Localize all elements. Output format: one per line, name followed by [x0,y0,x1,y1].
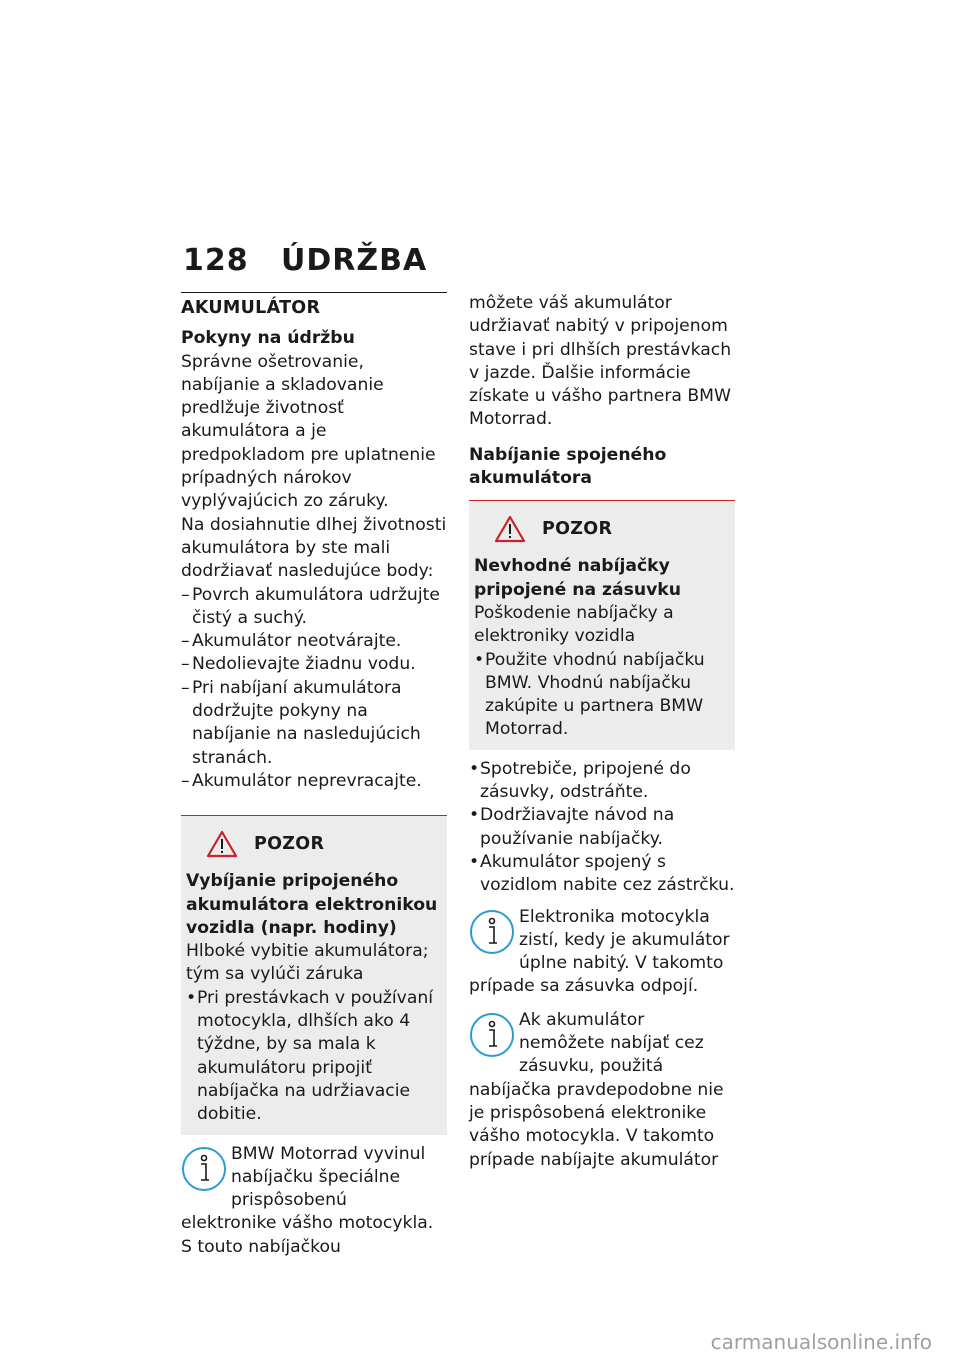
chapter-title: ÚDRŽBA [281,243,428,278]
warning-box [181,815,447,1134]
section-title: AKUMULÁTOR [181,298,321,318]
page-number: 128 [183,243,249,278]
continued-paragraph: môžete váš akumulátor udržiavať nabitý v pripojenom stave i pri dlhších prestávkach v jazde. Ďalšie informácie získate u vášho partnera BMW Motorrad. [469,293,732,430]
info-note [181,1143,447,1259]
watermark: carmanualsonline.info [710,1330,932,1354]
info-note [469,906,735,999]
subheading: Pokyny na údržbu [181,328,355,349]
bullet-item: • Dodržiavajte návod na používanie nabíjačky. [469,805,675,849]
dash-item: – Akumulátor neprevracajte. [181,770,422,791]
warning-icon [206,830,238,858]
left-column [181,292,447,1259]
warning-bullet: • Použite vhodnú nabíjačku BMW. Vhodnú nabíjačku zakúpite u partnera BMW Motorrad. [474,649,705,740]
warning-text: Hlboké vybitie akumulátora; tým sa vylúči záruka [186,941,429,985]
info-note [469,1009,735,1172]
warning-header [494,515,730,543]
info-text: Elektronika motocykla zistí, kedy je akumulátor úplne nabitý. V takomto prípade sa zásuvka odpojí. [469,906,730,997]
warning-bullet: • Pri prestávkach v používaní motocykla, dlhších ako 4 týždne, by sa mala k akumulátoru pripojiť nabíjačka na udržiavacie dobitie. [186,987,434,1125]
warning-text: Poškodenie nabíjačky a elektroniky vozidla [474,602,674,647]
dash-item: – Akumulátor neotvárajte. [181,631,402,652]
warning-title: Vybíjanie pripojeného akumulátora elektronikou vozidla (napr. hodiny) [186,871,438,938]
bullet-item: • Akumulátor spojený s vozidlom nabite cez zástrčku. [469,851,735,896]
bullet-item: • Spotrebiče, pripojené do zásuvky, odstráňte. [469,758,691,803]
info-icon [469,1012,515,1058]
dash-item: – Nedolievajte žiadnu vodu. [181,654,416,675]
warning-icon [494,515,526,543]
dash-item: – Pri nabíjaní akumulátora dodržujte pokyny na nabíjanie na nasledujúcich stranách. [181,677,421,768]
dash-item: – Povrch akumulátora udržujte čistý a suchý. [181,584,440,628]
dash-list [181,584,447,794]
intro-paragraph-2: Na dosiahnutie dlhej životnosti akumulátora by ste mali dodržiavať nasledujúce body: [181,514,447,582]
intro-paragraph: Správne ošetrovanie, nabíjanie a skladovanie predlžuje životnosť akumulátora a je predpokladom pre uplatnenie prípadných nárokov vyplývajúcich zo záruky. [181,351,436,512]
page-header [183,243,427,278]
bullet-list [469,758,735,898]
info-text: Ak akumulátor nemôžete nabíjať cez zásuvku, použitá nabíjačka pravdepodobne nie je prispôsobená elektronike vášho motocykla. V takomto prípade nabíjajte akumulátor [469,1009,724,1170]
subheading: Nabíjanie spojeného akumulátora [469,444,667,489]
right-column [469,292,735,1172]
warning-label: POZOR [254,833,325,854]
info-icon [181,1146,227,1192]
warning-header [206,830,442,858]
warning-box [469,500,735,749]
info-text: BMW Motorrad vyvinul nabíjačku špeciálne prispôsobenú elektronike vášho motocykla. S touto nabíjačkou [181,1143,434,1257]
section-rule [181,292,447,293]
info-icon [469,909,515,955]
warning-label: POZOR [542,518,613,539]
warning-title: Nevhodné nabíjačky pripojené na zásuvku [474,556,681,600]
